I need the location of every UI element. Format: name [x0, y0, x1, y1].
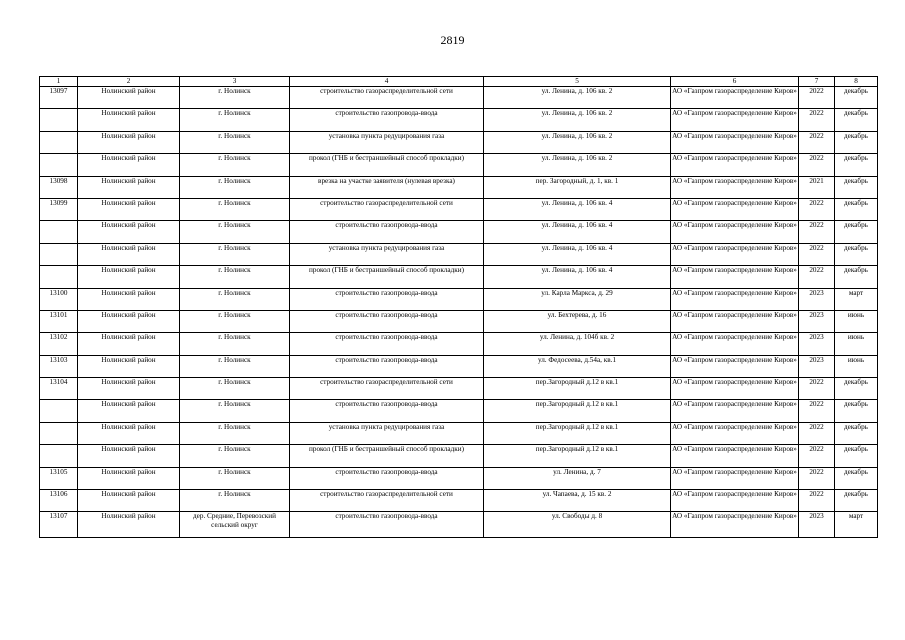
cell-year: 2022	[799, 109, 835, 131]
cell-org: АО «Газпром газораспределение Киров»	[671, 445, 799, 467]
cell-year: 2022	[799, 131, 835, 153]
cell-id: 13100	[40, 288, 78, 310]
cell-year: 2022	[799, 378, 835, 400]
cell-locality: г. Нолинск	[180, 154, 290, 176]
table-row	[40, 131, 878, 153]
cell-id: 13105	[40, 467, 78, 489]
cell-month: июнь	[835, 310, 878, 332]
cell-district: Нолинский район	[78, 266, 180, 288]
table-row	[40, 243, 878, 265]
cell-locality: дер. Средние, Перевозский сельский округ	[180, 512, 290, 538]
cell-locality: г. Нолинск	[180, 288, 290, 310]
column-number-7: 7	[799, 77, 835, 87]
cell-id	[40, 154, 78, 176]
cell-year: 2023	[799, 333, 835, 355]
cell-work: строительство газораспределительной сети	[290, 490, 484, 512]
cell-org: АО «Газпром газораспределение Киров»	[671, 176, 799, 198]
cell-locality: г. Нолинск	[180, 333, 290, 355]
cell-address: ул. Бехтерева, д. 16	[484, 310, 671, 332]
table-row	[40, 445, 878, 467]
cell-work: установка пункта редуцирования газа	[290, 422, 484, 444]
cell-address: ул. Свободы д. 8	[484, 512, 671, 538]
cell-address: ул. Федосеева, д.54а, кв.1	[484, 355, 671, 377]
cell-locality: г. Нолинск	[180, 422, 290, 444]
table-row	[40, 221, 878, 243]
cell-month: декабрь	[835, 87, 878, 109]
cell-org: АО «Газпром газораспределение Киров»	[671, 400, 799, 422]
table-row	[40, 490, 878, 512]
cell-year: 2022	[799, 243, 835, 265]
table-row	[40, 333, 878, 355]
cell-district: Нолинский район	[78, 288, 180, 310]
cell-work: прокол (ГНБ и бестраншейный способ прокладки)	[290, 154, 484, 176]
cell-work: строительство газопровода-ввода	[290, 467, 484, 489]
table-row	[40, 355, 878, 377]
cell-id: 13102	[40, 333, 78, 355]
cell-district: Нолинский район	[78, 512, 180, 538]
cell-org: АО «Газпром газораспределение Киров»	[671, 131, 799, 153]
cell-id	[40, 400, 78, 422]
table-row	[40, 109, 878, 131]
cell-year: 2023	[799, 310, 835, 332]
cell-address: пер. Загородный, д. 1, кв. 1	[484, 176, 671, 198]
cell-work: строительство газопровода-ввода	[290, 512, 484, 538]
cell-district: Нолинский район	[78, 378, 180, 400]
cell-id	[40, 422, 78, 444]
cell-org: АО «Газпром газораспределение Киров»	[671, 422, 799, 444]
cell-org: АО «Газпром газораспределение Киров»	[671, 378, 799, 400]
cell-locality: г. Нолинск	[180, 109, 290, 131]
cell-year: 2022	[799, 154, 835, 176]
cell-id: 13103	[40, 355, 78, 377]
cell-address: ул. Ленина, д. 7	[484, 467, 671, 489]
cell-month: декабрь	[835, 154, 878, 176]
cell-org: АО «Газпром газораспределение Киров»	[671, 333, 799, 355]
cell-locality: г. Нолинск	[180, 310, 290, 332]
cell-district: Нолинский район	[78, 310, 180, 332]
cell-month: июнь	[835, 333, 878, 355]
cell-work: строительство газораспределительной сети	[290, 378, 484, 400]
cell-id: 13098	[40, 176, 78, 198]
table-row	[40, 176, 878, 198]
cell-work: строительство газопровода-ввода	[290, 333, 484, 355]
cell-org: АО «Газпром газораспределение Киров»	[671, 109, 799, 131]
table-row	[40, 198, 878, 220]
cell-month: декабрь	[835, 243, 878, 265]
cell-district: Нолинский район	[78, 154, 180, 176]
cell-year: 2022	[799, 198, 835, 220]
cell-month: декабрь	[835, 266, 878, 288]
cell-address: пер.Загородный д.12 в кв.1	[484, 422, 671, 444]
cell-address: ул. Ленина, д. 106 кв. 4	[484, 243, 671, 265]
column-number-1: 1	[40, 77, 78, 87]
cell-id	[40, 445, 78, 467]
table-row	[40, 154, 878, 176]
gasification-table	[39, 76, 878, 538]
cell-district: Нолинский район	[78, 445, 180, 467]
cell-locality: г. Нолинск	[180, 355, 290, 377]
cell-address: ул. Ленина, д. 106 кв. 2	[484, 109, 671, 131]
cell-year: 2022	[799, 490, 835, 512]
cell-month: декабрь	[835, 400, 878, 422]
cell-year: 2023	[799, 288, 835, 310]
cell-locality: г. Нолинск	[180, 243, 290, 265]
cell-org: АО «Газпром газораспределение Киров»	[671, 355, 799, 377]
cell-work: прокол (ГНБ и бестраншейный способ прокладки)	[290, 445, 484, 467]
cell-district: Нолинский район	[78, 422, 180, 444]
cell-district: Нолинский район	[78, 198, 180, 220]
cell-month: декабрь	[835, 221, 878, 243]
column-number-4: 4	[290, 77, 484, 87]
cell-address: ул. Ленина, д. 106 кв. 4	[484, 198, 671, 220]
cell-month: июнь	[835, 355, 878, 377]
cell-locality: г. Нолинск	[180, 131, 290, 153]
cell-year: 2022	[799, 266, 835, 288]
cell-locality: г. Нолинск	[180, 467, 290, 489]
column-number-8: 8	[835, 77, 878, 87]
cell-org: АО «Газпром газораспределение Киров»	[671, 266, 799, 288]
cell-work: установка пункта редуцирования газа	[290, 243, 484, 265]
cell-id: 13097	[40, 87, 78, 109]
cell-district: Нолинский район	[78, 87, 180, 109]
cell-work: строительство газораспределительной сети	[290, 198, 484, 220]
column-number-5: 5	[484, 77, 671, 87]
cell-id: 13101	[40, 310, 78, 332]
table-row	[40, 512, 878, 538]
cell-year: 2022	[799, 400, 835, 422]
cell-org: АО «Газпром газораспределение Киров»	[671, 198, 799, 220]
cell-year: 2022	[799, 445, 835, 467]
column-number-row	[40, 77, 878, 87]
page-number: 2819	[440, 33, 465, 47]
cell-month: декабрь	[835, 131, 878, 153]
cell-address: пер.Загородный д.12 в кв.1	[484, 400, 671, 422]
cell-year: 2022	[799, 87, 835, 109]
cell-locality: г. Нолинск	[180, 221, 290, 243]
cell-month: март	[835, 512, 878, 538]
cell-year: 2022	[799, 467, 835, 489]
cell-work: строительство газопровода-ввода	[290, 310, 484, 332]
cell-org: АО «Газпром газораспределение Киров»	[671, 87, 799, 109]
column-number-3: 3	[180, 77, 290, 87]
cell-org: АО «Газпром газораспределение Киров»	[671, 310, 799, 332]
column-number-2: 2	[78, 77, 180, 87]
cell-locality: г. Нолинск	[180, 378, 290, 400]
table-row	[40, 422, 878, 444]
cell-id	[40, 221, 78, 243]
cell-district: Нолинский район	[78, 109, 180, 131]
cell-month: декабрь	[835, 109, 878, 131]
cell-work: строительство газопровода-ввода	[290, 400, 484, 422]
cell-district: Нолинский район	[78, 467, 180, 489]
cell-org: АО «Газпром газораспределение Киров»	[671, 490, 799, 512]
cell-id: 13099	[40, 198, 78, 220]
cell-address: пер.Загородный д.12 в кв.1	[484, 445, 671, 467]
cell-district: Нолинский район	[78, 221, 180, 243]
cell-month: март	[835, 288, 878, 310]
cell-district: Нолинский район	[78, 243, 180, 265]
cell-address: ул. Ленина, д. 106 кв. 2	[484, 154, 671, 176]
cell-locality: г. Нолинск	[180, 87, 290, 109]
cell-locality: г. Нолинск	[180, 445, 290, 467]
table-row	[40, 310, 878, 332]
cell-month: декабрь	[835, 422, 878, 444]
cell-month: декабрь	[835, 445, 878, 467]
cell-work: строительство газораспределительной сети	[290, 87, 484, 109]
cell-locality: г. Нолинск	[180, 176, 290, 198]
column-number-6: 6	[671, 77, 799, 87]
table-row	[40, 87, 878, 109]
cell-district: Нолинский район	[78, 355, 180, 377]
cell-work: строительство газопровода-ввода	[290, 221, 484, 243]
cell-org: АО «Газпром газораспределение Киров»	[671, 243, 799, 265]
cell-year: 2022	[799, 422, 835, 444]
cell-month: декабрь	[835, 467, 878, 489]
table-body	[40, 87, 878, 538]
cell-work: строительство газопровода-ввода	[290, 109, 484, 131]
cell-district: Нолинский район	[78, 176, 180, 198]
cell-org: АО «Газпром газораспределение Киров»	[671, 154, 799, 176]
cell-address: пер.Загородный д.12 в кв.1	[484, 378, 671, 400]
cell-year: 2023	[799, 355, 835, 377]
cell-id	[40, 131, 78, 153]
cell-address: ул. Ленина, д. 104б кв. 2	[484, 333, 671, 355]
cell-month: декабрь	[835, 378, 878, 400]
cell-work: установка пункта редуцирования газа	[290, 131, 484, 153]
cell-org: АО «Газпром газораспределение Киров»	[671, 512, 799, 538]
cell-work: врезка на участке заявителя (нулевая врезка)	[290, 176, 484, 198]
cell-id	[40, 109, 78, 131]
cell-work: строительство газопровода-ввода	[290, 288, 484, 310]
cell-district: Нолинский район	[78, 400, 180, 422]
cell-work: строительство газопровода-ввода	[290, 355, 484, 377]
cell-org: АО «Газпром газораспределение Киров»	[671, 467, 799, 489]
cell-id: 13107	[40, 512, 78, 538]
cell-id	[40, 266, 78, 288]
cell-month: декабрь	[835, 198, 878, 220]
cell-locality: г. Нолинск	[180, 266, 290, 288]
table-row	[40, 266, 878, 288]
cell-address: ул. Ленина, д. 106 кв. 2	[484, 131, 671, 153]
cell-org: АО «Газпром газораспределение Киров»	[671, 288, 799, 310]
cell-locality: г. Нолинск	[180, 400, 290, 422]
cell-address: ул. Карла Маркса, д. 29	[484, 288, 671, 310]
cell-org: АО «Газпром газораспределение Киров»	[671, 221, 799, 243]
cell-month: декабрь	[835, 490, 878, 512]
cell-id: 13104	[40, 378, 78, 400]
cell-year: 2023	[799, 512, 835, 538]
cell-year: 2022	[799, 221, 835, 243]
cell-id	[40, 243, 78, 265]
cell-locality: г. Нолинск	[180, 490, 290, 512]
cell-month: декабрь	[835, 176, 878, 198]
cell-district: Нолинский район	[78, 490, 180, 512]
cell-address: ул. Ленина, д. 106 кв. 4	[484, 221, 671, 243]
cell-district: Нолинский район	[78, 333, 180, 355]
cell-year: 2021	[799, 176, 835, 198]
cell-locality: г. Нолинск	[180, 198, 290, 220]
cell-address: ул. Ленина, д. 106 кв. 4	[484, 266, 671, 288]
table-row	[40, 400, 878, 422]
table-row	[40, 378, 878, 400]
cell-work: прокол (ГНБ и бестраншейный способ прокладки)	[290, 266, 484, 288]
cell-id: 13106	[40, 490, 78, 512]
cell-district: Нолинский район	[78, 131, 180, 153]
table-row	[40, 467, 878, 489]
cell-address: ул. Чапаева, д. 15 кв. 2	[484, 490, 671, 512]
table-row	[40, 288, 878, 310]
cell-address: ул. Ленина, д. 106 кв. 2	[484, 87, 671, 109]
